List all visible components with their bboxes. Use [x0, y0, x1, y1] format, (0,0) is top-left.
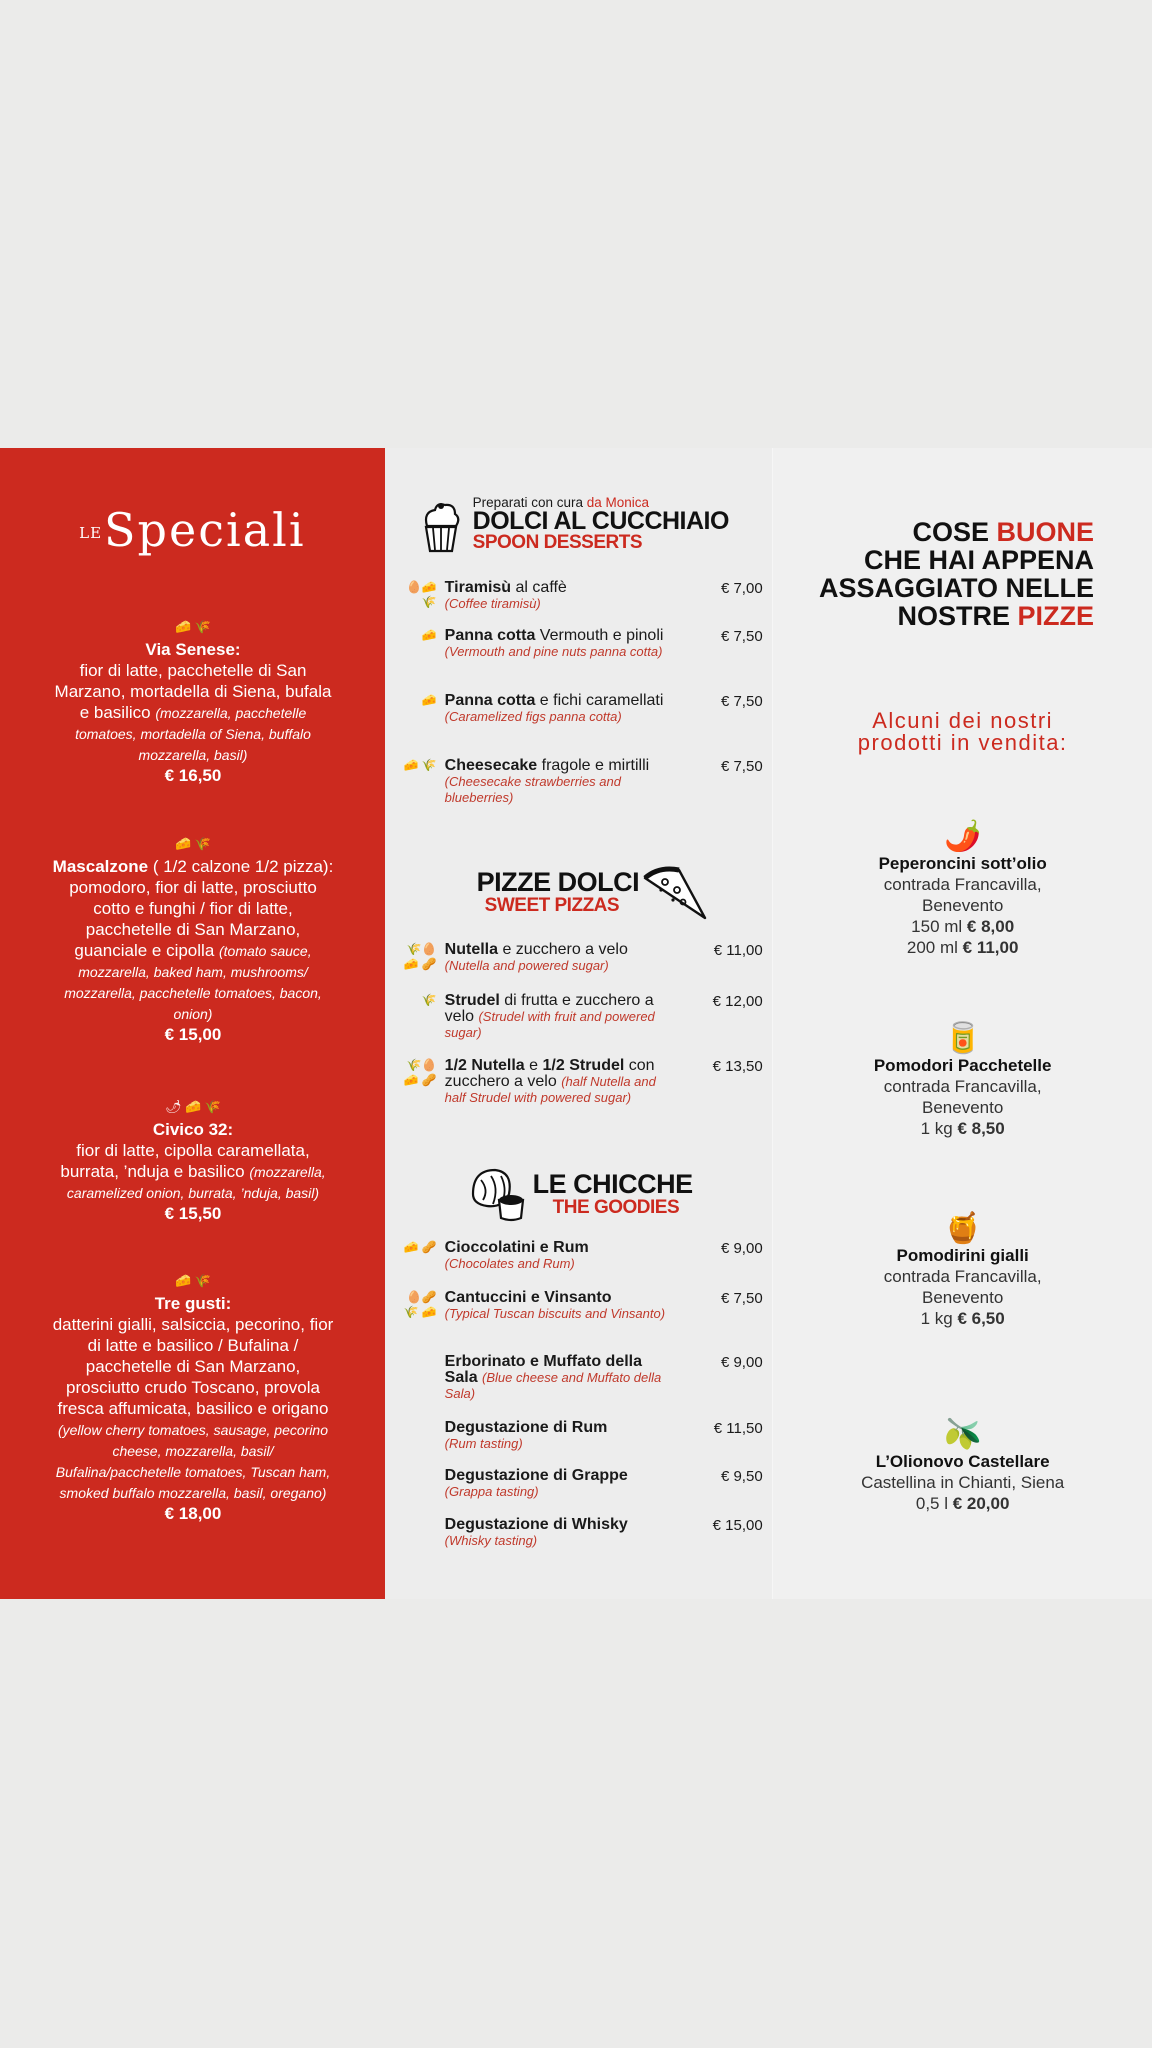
item-desc: e fichi caramellati [535, 692, 664, 709]
menu-item [445, 1354, 763, 1402]
headline-text: COSE [912, 517, 997, 547]
product-city: Benevento [922, 1098, 1004, 1117]
item-name: Erborinato e Muffato della Sala [444, 1353, 643, 1386]
chili-pepper-icon: 🌶️ [943, 820, 982, 853]
menu-item [445, 1517, 763, 1549]
item-price: € 9,00 [720, 1354, 763, 1371]
item-name: Degustazione di Rum [444, 1419, 608, 1436]
menu-spread [0, 448, 1152, 1599]
allergen-icons: 🌾🥚🧀 🥜 [403, 1058, 437, 1087]
allergen-icons: 🌾 [421, 993, 437, 1007]
menu-item [445, 1468, 763, 1500]
special-price: € 18,00 [164, 1504, 222, 1523]
item-price: € 9,00 [720, 1240, 763, 1257]
product-price: € 6,50 [957, 1309, 1005, 1328]
item-name: Panna cotta [444, 627, 536, 644]
item-translation: (Rum tasting) [444, 1436, 523, 1451]
product-size: 1 kg [920, 1309, 958, 1328]
item-translation: (Whisky tasting) [444, 1533, 538, 1548]
allergen-icons: 🧀 🌾 [175, 619, 211, 634]
specials-panel [0, 448, 385, 1599]
item-price: € 15,00 [712, 1517, 763, 1534]
product-price-line [773, 1493, 1152, 1514]
special-translation: (tomato sauce, mozzarella, baked ham, mushrooms/ mozzarella, pacchetelle tomatoes, bacon, onion) [64, 943, 322, 1022]
item-translation: (Strudel with fruit and powered sugar) [444, 1009, 655, 1040]
headline-line [819, 546, 1094, 574]
product-size: 200 ml [906, 938, 963, 957]
chicche-subtitle: THE GOODIES [552, 1197, 680, 1218]
item-price: € 11,50 [713, 1420, 763, 1437]
item-translation: (Nutella and powered sugar) [444, 958, 609, 973]
allergen-icons: 🧀 [421, 693, 437, 707]
item-translation: (Coffee tiramisù) [444, 596, 541, 611]
item-price: € 11,00 [713, 942, 763, 959]
special-name: Mascalzone [52, 857, 149, 876]
item-price: € 12,00 [712, 993, 763, 1010]
special-name: Tre gusti: [154, 1294, 232, 1313]
pizze-dolci-subtitle: SWEET PIZZAS [484, 895, 620, 916]
headline-line [819, 518, 1094, 546]
item-name: 1/2 Nutella [444, 1057, 525, 1074]
allergen-icons: 🧀 🌾 [175, 836, 211, 851]
item-desc: Vermouth e pinoli [535, 627, 664, 644]
dolci-subtitle: SPOON DESSERTS [472, 532, 642, 553]
special-translation: (mozzarella, pacchetelle tomatoes, mortadella of Siena, buffalo mozzarella, basil) [75, 705, 311, 763]
special-name: Via Senese: [145, 640, 241, 659]
item-name: Degustazione di Whisky [444, 1516, 628, 1533]
item-translation: (Cheesecake strawberries and blueberries) [444, 774, 621, 805]
jar-icon: 🥫 [943, 1022, 982, 1055]
product-price: € 8,50 [957, 1119, 1005, 1138]
special-item [52, 1270, 334, 1524]
special-desc: fior di latte, pacchetelle di San Marzano, mortadella di Siena, bufala e basilico [54, 661, 332, 722]
special-item [52, 616, 334, 786]
special-item [52, 833, 334, 1045]
product-item [773, 1212, 1152, 1329]
item-desc: fragole e mirtilli [537, 757, 650, 774]
item-translation: (Grappa tasting) [444, 1484, 539, 1499]
item-price: € 13,50 [712, 1058, 763, 1075]
product-price-line [773, 916, 1152, 937]
dolci-pre-black: Preparati con cura [472, 495, 587, 510]
chocolates-icon [469, 1164, 527, 1224]
headline-text: NOSTRE [897, 601, 1018, 631]
product-name: L’Olionovo Castellare [875, 1452, 1050, 1471]
item-name: Strudel [444, 992, 500, 1009]
honey-jar-icon: 🍯 [943, 1212, 982, 1245]
item-name: Cioccolatini e Rum [444, 1239, 589, 1256]
item-price: € 9,50 [720, 1468, 763, 1485]
menu-item [403, 1239, 763, 1272]
product-item [773, 1022, 1152, 1139]
headline-text: CHE HAI APPENA [863, 545, 1094, 575]
specials-prefix: LE [79, 524, 103, 542]
product-price: € 11,00 [962, 938, 1019, 957]
headline-line [819, 574, 1094, 602]
special-name: Civico 32: [152, 1120, 234, 1139]
allergen-icons: 🧀 🥜 [403, 1240, 437, 1254]
item-price: € 7,50 [720, 628, 763, 645]
special-item [52, 1096, 334, 1224]
headline-accent: BUONE [996, 517, 1094, 547]
allergen-icons: 🥚🧀 🌾 [406, 580, 437, 609]
item-price: € 7,50 [720, 693, 763, 710]
headline-accent: PIZZE [1017, 601, 1094, 631]
item-desc: di frutta e zucchero a velo [444, 992, 654, 1025]
dolci-title: DOLCI AL CUCCHIAIO [472, 507, 729, 535]
product-name: Pomodirini gialli [896, 1246, 1029, 1265]
specials-heading: Speciali [104, 503, 306, 557]
dolci-pre-red: da Monica [586, 495, 650, 510]
product-size: 150 ml [911, 917, 967, 936]
special-price: € 16,50 [164, 766, 222, 785]
special-price: € 15,50 [164, 1204, 222, 1223]
allergen-icons: 🧀 [421, 628, 437, 642]
item-name: Tiramisù [444, 579, 512, 596]
products-panel [773, 448, 1152, 1599]
item-name: Nutella [444, 941, 499, 958]
item-price: € 7,50 [720, 758, 763, 775]
menu-item [403, 941, 763, 974]
headline-line [819, 602, 1094, 630]
product-name: Peperoncini sott’olio [878, 854, 1047, 873]
product-size: 1 kg [920, 1119, 958, 1138]
item-price: € 7,00 [720, 580, 763, 597]
product-item [773, 820, 1152, 958]
item-desc: e zucchero a velo [498, 941, 628, 958]
item-translation: (half Nutella and half Strudel with powered sugar) [444, 1074, 656, 1105]
item-name: Panna cotta [444, 692, 536, 709]
product-origin: contrada Francavilla, [883, 875, 1042, 894]
item-name: Cheesecake [444, 757, 538, 774]
olive-oil-bottle-icon: 🫒 [943, 1418, 982, 1451]
allergen-icons: 🧀 🌾 [175, 1273, 211, 1288]
item-name: Cantuccini e Vinsanto [444, 1289, 612, 1306]
product-price-line [773, 937, 1152, 958]
allergen-icons: 🌶 🧀 🌾 [164, 1099, 222, 1114]
menu-item [403, 757, 763, 806]
item-translation: (Typical Tuscan biscuits and Vinsanto) [444, 1306, 666, 1321]
product-origin: contrada Francavilla, [883, 1077, 1042, 1096]
special-desc: fior di latte, cipolla caramellata, burrata, ’nduja e basilico [60, 1141, 310, 1181]
item-desc: e [524, 1057, 543, 1074]
product-name: Pomodori Pacchetelle [873, 1056, 1052, 1075]
product-price: € 20,00 [952, 1494, 1010, 1513]
item-desc-2: con zucchero a velo [444, 1057, 655, 1090]
special-desc: ( 1/2 calzone 1/2 pizza): pomodoro, fior di latte, prosciutto cotto e funghi / fior di latte, pacchetelle di San Marzano, guanciale e cipolla [69, 857, 334, 960]
allergen-icons: 🧀 🌾 [403, 758, 437, 772]
special-desc: datterini gialli, salsiccia, pecorino, fior di latte e basilico / Bufalina / pacchetelle di San Marzano, prosciutto crudo Toscano, provola fresca affumicata, basilico e origano [52, 1315, 334, 1418]
item-price: € 7,50 [720, 1290, 763, 1307]
menu-item [403, 1289, 763, 1322]
item-translation: (Blue cheese and Muffato della Sala) [444, 1370, 662, 1401]
menu-item [421, 627, 763, 660]
product-price: € 8,00 [966, 917, 1015, 936]
allergen-icons: 🥚🥜 🌾 🧀 [403, 1290, 437, 1319]
menu-item [421, 992, 763, 1041]
product-size: 0,5 l [915, 1494, 953, 1513]
special-translation: (mozzarella, caramelized onion, burrata, ’nduja, basil) [66, 1164, 326, 1201]
item-translation: (Chocolates and Rum) [444, 1256, 575, 1271]
product-origin: contrada Francavilla, [883, 1267, 1042, 1286]
pizza-slice-icon [639, 864, 711, 924]
menu-item [406, 579, 763, 612]
product-city: Benevento [922, 1288, 1004, 1307]
product-price-line [773, 1308, 1152, 1329]
chicche-title: LE CHICCHE [532, 1169, 693, 1199]
specials-title [0, 503, 385, 557]
menu-item [445, 1420, 763, 1452]
special-translation: (yellow cherry tomatoes, sausage, pecorino cheese, mozzarella, basil/ Bufalina/pacchetelle tomatoes, Tuscan ham, smoked buffalo mozzarella, basil, oregano) [55, 1422, 331, 1501]
product-price-line [773, 1118, 1152, 1139]
menu-item [403, 1057, 763, 1106]
products-subheading [773, 710, 1152, 754]
item-desc: al caffè [511, 579, 567, 596]
headline-text: ASSAGGIATO NELLE [818, 573, 1094, 603]
product-city: Benevento [922, 896, 1004, 915]
headline [819, 518, 1094, 630]
cupcake-icon [419, 500, 463, 554]
desserts-panel [385, 448, 774, 1599]
product-item [773, 1418, 1152, 1514]
menu-item [421, 692, 763, 725]
product-origin: Castellina in Chianti, Siena [861, 1473, 1065, 1492]
subheading-line-2: prodotti in vendita: [857, 730, 1068, 755]
item-translation: (Caramelized figs panna cotta) [444, 709, 622, 724]
allergen-icons: 🌾🥚🧀 🥜 [403, 942, 437, 971]
item-name-2: 1/2 Strudel [542, 1057, 625, 1074]
subheading-line-1: Alcuni dei nostri [872, 708, 1054, 733]
special-price: € 15,00 [164, 1025, 222, 1044]
pizze-dolci-title: PIZZE DOLCI [476, 867, 640, 897]
item-name: Degustazione di Grappe [444, 1467, 628, 1484]
item-translation: (Vermouth and pine nuts panna cotta) [444, 644, 663, 659]
